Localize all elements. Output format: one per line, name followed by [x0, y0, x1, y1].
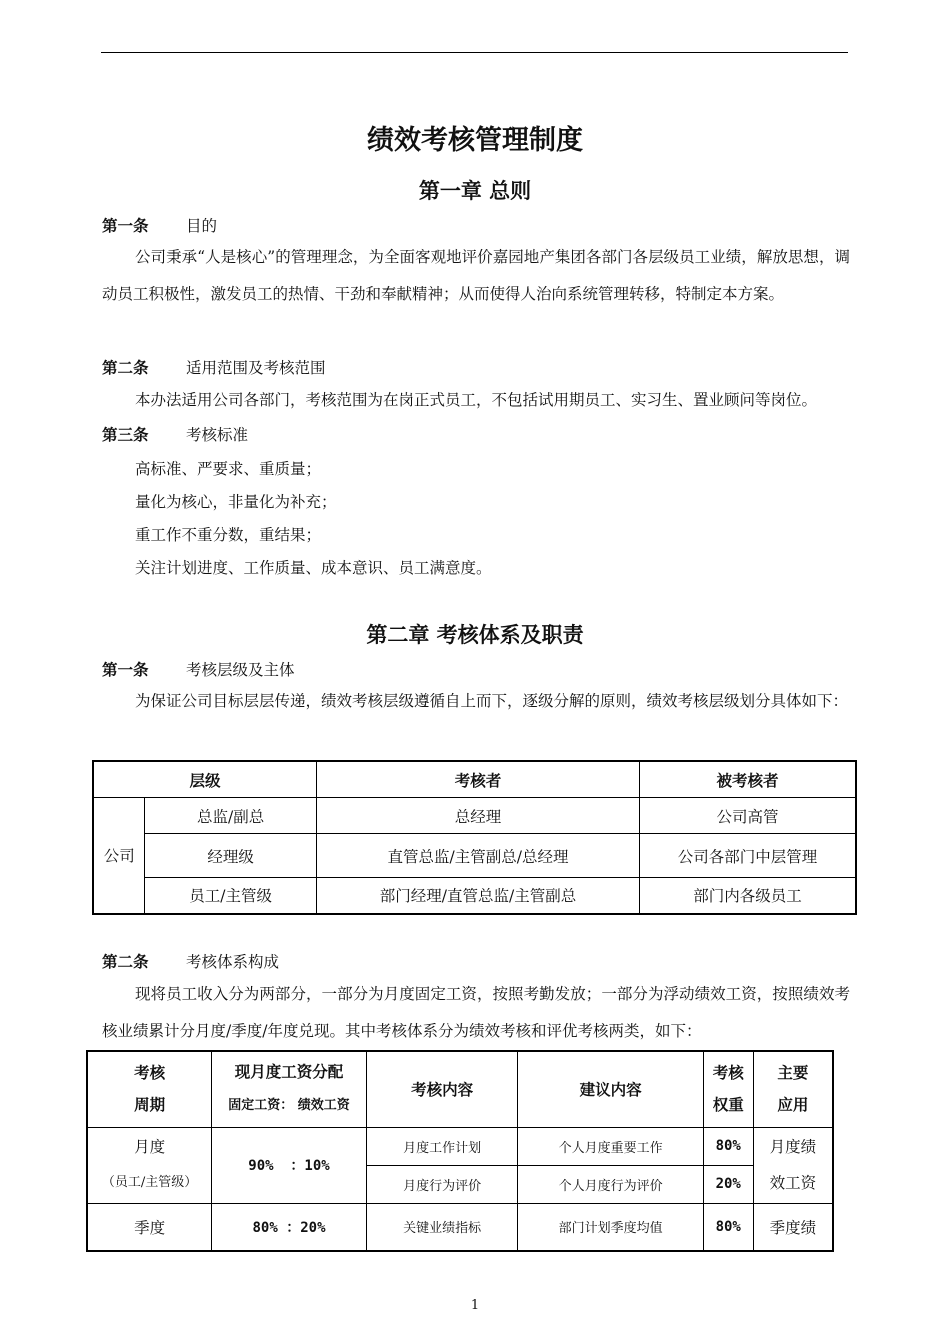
ch1-article-2-title: 适用范围及考核范围	[186, 359, 326, 377]
document-title: 绩效考核管理制度	[367, 125, 583, 156]
page-number: 1	[470, 1298, 480, 1313]
ch2-article-2-text: 现将员工收入分为两部分，一部分为月度固定工资，按照考勤发放；一部分为浮动绩效工资，按照绩效考核业绩累计分月度/季度/年度兑现。其中考核体系分为绩效考核和评优考核两类，如下：	[102, 985, 850, 1040]
suggest-cell: 个人月度重要工作	[518, 1127, 703, 1165]
table-header: 层级	[93, 761, 316, 798]
table-cell: 部门经理/直管总监/主管副总	[316, 878, 639, 914]
content-cell: 关键业绩指标	[366, 1203, 518, 1251]
ch2-article-1-title: 考核层级及主体	[186, 661, 295, 679]
ch1-article-3-item: 关注计划进度、工作质量、成本意识、员工满意度。	[135, 559, 492, 577]
ch1-article-3-title: 考核标准	[186, 426, 249, 444]
table-cell: 直管总监/主管副总/总经理	[316, 834, 639, 878]
ch1-article-3-label: 第三条	[102, 425, 149, 444]
table-cell: 公司各部门中层管理	[640, 834, 856, 878]
salary-cell: 90% ：10%	[212, 1127, 367, 1203]
content-header: 考核内容	[366, 1051, 518, 1127]
ch1-article-3-item: 量化为核心，非量化为补充；	[135, 493, 337, 511]
period-cell: 月度 （员工/主管级）	[87, 1127, 212, 1203]
weight-header: 考核 权重	[703, 1051, 753, 1127]
ch1-article-2-label: 第二条	[102, 358, 149, 377]
ch1-article-1-label: 第一条	[102, 216, 149, 235]
period-header: 考核 周期	[87, 1051, 212, 1127]
suggest-cell: 个人月度行为评价	[518, 1165, 703, 1203]
content-cell: 月度行为评价	[366, 1165, 518, 1203]
table-cell: 总经理	[316, 798, 639, 834]
chapter-2-heading: 第二章 考核体系及职责	[366, 622, 584, 647]
ch1-article-2-text: 本办法适用公司各部门，考核范围为在岗正式员工，不包括试用期员工、实习生、置业顾问等岗位。	[135, 391, 818, 409]
application-cell: 月度绩 效工资	[753, 1127, 833, 1203]
table-header: 被考核者	[640, 761, 856, 798]
assessment-system-table	[86, 1050, 834, 1252]
suggest-header: 建议内容	[518, 1051, 703, 1127]
ch2-article-1-label: 第一条	[102, 660, 149, 679]
ch1-article-1-text: 公司秉承“人是核心”的管理理念，为全面客观地评价嘉园地产集团各部门各层级员工业绩，解放思想，调动员工积极性，激发员工的热情、干劲和奉献精神；从而使得人治向系统管理转移，特制定本方案。	[102, 248, 850, 303]
application-header: 主要 应用	[753, 1051, 833, 1127]
ch1-article-1-title: 目的	[186, 217, 218, 235]
content-cell: 月度工作计划	[366, 1127, 518, 1165]
ch2-article-2-label: 第二条	[102, 952, 149, 971]
table-cell: 经理级	[145, 834, 317, 878]
ch1-article-3-item: 重工作不重分数，重结果；	[135, 526, 322, 544]
table-group-cell: 公司	[93, 798, 145, 914]
ch1-article-3-item: 高标准、严要求、重质量；	[135, 460, 322, 478]
chapter-1-heading: 第一章 总则	[418, 178, 532, 203]
ch2-article-1-text: 为保证公司目标层层传递，绩效考核层级遵循自上而下，逐级分解的原则，绩效考核层级划分具体如下：	[135, 692, 849, 710]
application-cell: 季度绩	[753, 1203, 833, 1251]
salary-header: 现月度工资分配 固定工资： 绩效工资	[212, 1051, 367, 1127]
table-cell: 员工/主管级	[145, 878, 317, 914]
weight-cell: 20%	[703, 1165, 753, 1203]
weight-cell: 80%	[703, 1127, 753, 1165]
header-rule	[101, 52, 848, 53]
salary-cell: 80% ：20%	[212, 1203, 367, 1251]
table-cell: 部门内各级员工	[640, 878, 856, 914]
table-cell: 总监/副总	[145, 798, 317, 834]
weight-cell: 80%	[703, 1203, 753, 1251]
assessment-level-table	[92, 760, 857, 915]
period-cell: 季度	[87, 1203, 212, 1251]
ch2-article-2-title: 考核体系构成	[186, 953, 280, 971]
table-header: 考核者	[316, 761, 639, 798]
suggest-cell: 部门计划季度均值	[518, 1203, 703, 1251]
table-cell: 公司高管	[640, 798, 856, 834]
